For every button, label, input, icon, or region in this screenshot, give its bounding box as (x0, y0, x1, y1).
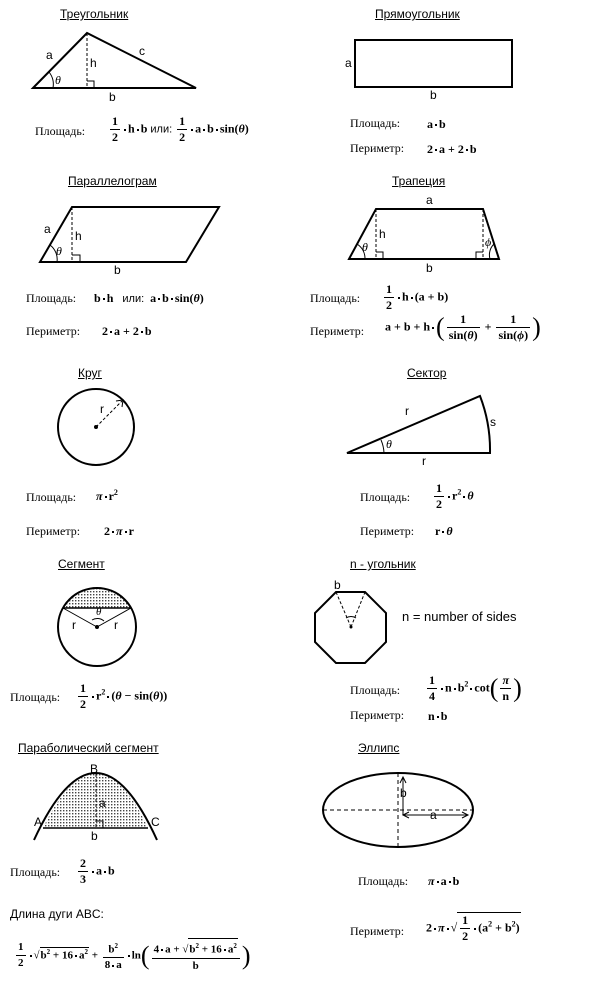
sector-r-bottom: r (422, 454, 426, 468)
ellipse-area-formula: π a b (428, 874, 460, 888)
triangle-b: b (109, 90, 116, 104)
segment-r-left: r (72, 618, 76, 632)
ngon-area-formula: $\frac{1}{4}$ n $b^2$ cot( $\frac{\pi}{n}$ ) (429, 673, 522, 703)
sector-area-formula: $\frac{1}{2}$ $r^2$ θ (436, 481, 474, 511)
triangle-area-label: Площадь: (35, 124, 86, 138)
segment-theta: θ (96, 606, 102, 618)
parallelogram-b: b (114, 263, 121, 277)
ellipse-area-label: Площадь: (358, 874, 409, 888)
segment-area-label: Площадь: (10, 690, 61, 704)
parallelogram-a: a (44, 222, 51, 236)
rectangle-b: b (430, 88, 437, 102)
rectangle-perimeter-label: Периметр: (350, 141, 405, 155)
ngon-perimeter-label: Периметр: (350, 708, 405, 722)
parabolic-area-formula: $\frac{2}{3}$ a b (80, 856, 115, 886)
rectangle-perimeter-formula: 2 a + 2 b (427, 142, 477, 156)
parabolic-area-label: Площадь: (10, 865, 61, 879)
parallelogram-theta: θ (56, 244, 62, 258)
parabolic-arc-formula: $\frac{1}{2}$ $√b^2 + 16$ $a^2$ + $\frac{b^2}{8 a}$ ln( $\frac{4 a + √b^2 + 16 a^2}{b}$ ) (14, 938, 250, 974)
rectangle-title: Прямоугольник (375, 7, 460, 21)
triangle-title: Треугольник (60, 7, 129, 21)
parallelogram-area-label: Площадь: (26, 291, 77, 305)
trapezoid-theta: θ (362, 240, 368, 254)
parabolic-B: B (90, 762, 99, 776)
circle-area-formula: π $r^2$ (96, 488, 118, 503)
trapezoid-phi: ϕ (485, 235, 492, 249)
sector-perimeter-formula: r θ (435, 524, 453, 538)
sector-theta: θ (386, 437, 392, 451)
parabolic-arc-label: Длина дуги ABC: (10, 907, 104, 921)
circle-area-label: Площадь: (26, 490, 77, 504)
sector-perimeter-label: Периметр: (360, 524, 415, 538)
triangle-area-formula: $\frac{1}{2}$ h b или: $\frac{1}{2}$ a b sin(θ) (112, 114, 249, 144)
sector-area-label: Площадь: (360, 490, 411, 504)
trapezoid-perimeter-label: Периметр: (310, 324, 365, 338)
trapezoid-b: b (426, 261, 433, 275)
sector-s: s (490, 415, 496, 429)
trapezoid-area-formula: $\frac{1}{2}$ h (a + b) (386, 282, 449, 312)
ellipse-a: a (430, 808, 437, 822)
ngon-perimeter-formula: n b (428, 709, 448, 723)
ellipse-perimeter-formula: 2 π √ $\frac{1}{2}$ $(a^2 + b^2)$ (426, 913, 520, 943)
ellipse-title: Эллипс (358, 741, 400, 755)
trapezoid-h: h (379, 227, 386, 241)
triangle-c: c (139, 44, 145, 58)
triangle-a: a (46, 48, 53, 62)
parallelogram-perimeter-label: Периметр: (26, 324, 81, 338)
circle-perimeter-label: Периметр: (26, 524, 81, 538)
sector-r-top: r (405, 404, 409, 418)
parabolic-b: b (91, 829, 98, 843)
trapezoid-title: Трапеция (392, 174, 446, 188)
circle-perimeter-formula: 2 π r (104, 524, 134, 538)
triangle-theta: θ (55, 73, 61, 87)
parabolic-A: A (34, 815, 43, 829)
ellipse-perimeter-label: Периметр: (350, 924, 405, 938)
rectangle-area-formula: a b (427, 117, 446, 131)
trapezoid-perimeter-formula: a + b + h ( $\frac{1}{\sin(\theta)}$ + $\frac{1}{\sin(\phi)}$ ) (385, 312, 541, 342)
triangle-h: h (90, 56, 97, 70)
circle-title: Круг (78, 366, 102, 380)
segment-title: Сегмент (58, 557, 105, 571)
rectangle-a: a (345, 56, 352, 70)
parabolic-C: C (151, 815, 160, 829)
segment-area-formula: $\frac{1}{2}$ $r^2$ (θ − sin(θ)) (80, 681, 168, 711)
ngon-title: n - угольник (350, 557, 416, 571)
circle-r: r (100, 402, 104, 416)
rectangle-area-label: Площадь: (350, 116, 401, 130)
parabolic-title: Параболический сегмент (18, 741, 159, 755)
parallelogram-title: Параллелограм (68, 174, 157, 188)
parallelogram-area-formula: b h или: a b sin(θ) (94, 291, 204, 305)
parallelogram-perimeter-formula: 2 a + 2 b (102, 324, 152, 338)
ngon-b: b (334, 578, 341, 592)
ngon-area-label: Площадь: (350, 683, 401, 697)
trapezoid-area-label: Площадь: (310, 291, 361, 305)
ellipse-b: b (400, 786, 407, 800)
parallelogram-h: h (75, 229, 82, 243)
parabolic-a: a (99, 796, 106, 810)
segment-r-right: r (114, 618, 118, 632)
trapezoid-a: a (426, 193, 433, 207)
ngon-note: n = number of sides (402, 609, 517, 624)
sector-title: Сектор (407, 366, 447, 380)
